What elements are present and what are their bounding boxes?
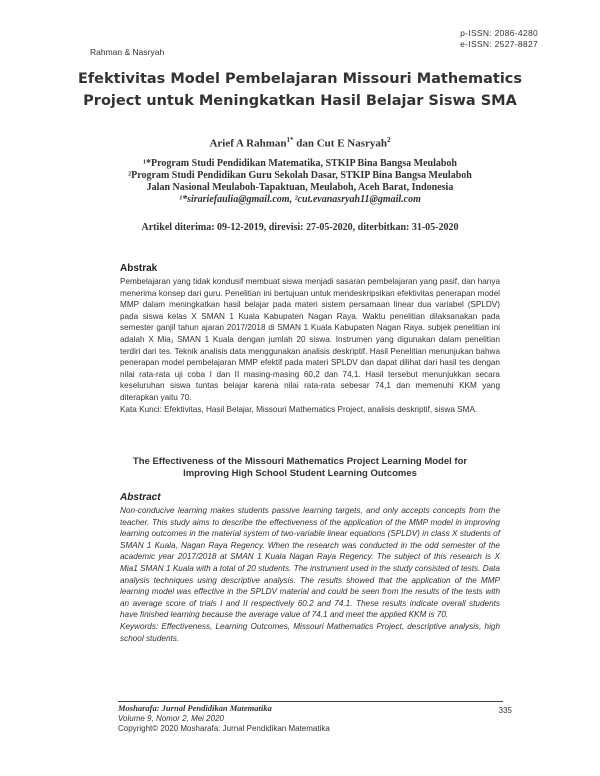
copyright: Copyright© 2020 Mosharafa: Jurnal Pendidikan Matematika xyxy=(118,724,330,733)
english-title-line-2: Improving High School Student Learning Outcomes xyxy=(183,468,417,479)
author-1: Arief A Rahman xyxy=(209,137,287,150)
title-line-1: Efektivitas Model Pembelajaran Missouri Mathematics xyxy=(77,71,523,87)
title-line-2: Project untuk Meningkatkan Hasil Belajar Siswa SMA xyxy=(83,93,517,109)
affiliation-1: ¹*Program Studi Pendidikan Matematika, STKIP Bina Bangsa Meulaboh xyxy=(143,158,457,169)
page-number: 335 xyxy=(498,706,512,715)
p-issn: p-ISSN: 2086-4280 xyxy=(460,28,538,38)
abstrak-keywords: Kata Kunci: Efektivitas, Hasil Belajar, Missouri Mathematics Project, analisis deskriptif, siswa SMA. xyxy=(120,404,478,414)
article-title xyxy=(70,68,530,112)
affiliations xyxy=(60,158,540,206)
abstrak-body: Pembelajaran yang tidak kondusif membuat siswa menjadi sasaran pembelajaran yang pasif, dan hanya menerima konsep dari guru. Penelitian ini bertujuan untuk mendeskripsikan efektivitas penerapan model MMP dalam meningkatkan hasil belajar pada materi sistem persamaan linear dua variabel (SPLDV) pada siswa kelas X SMAN 1 Kuala Kabupaten Nagan Raya. Waktu penelitian dilaksanakan pada semester ganjil tahun ajaran 2017/2018 di SMAN 1 Kuala Kabupaten Nagan Raya. subjek penelitian ini adalah X Mia₁ SMAN 1 Kuala dengan jumlah 20 siswa. Instrumen yang digunakan dalam penelitian terdiri dari tes. Teknik analisis data menggunakan analisis deskriptif. Hasil Penelitian menunjukan bahwa penerapan model pembelajaran MMP efektif pada materi SPLDV dan dapat dilihat dari hasil tes dengan nilai rata-rata uji coba I dan II masing-masing 60,2 dan 74,1. Hasil tersebut menunjukkan secara keseluruhan siswa tuntas belajar karena nilai rata-rata sebesar 74,1 dan memenuhi KKM yang diterapkan yaitu 70. xyxy=(120,277,500,402)
abstract-text xyxy=(120,505,500,644)
affiliation-2: ²Program Studi Pendidikan Guru Sekolah Dasar, STKIP Bina Bangsa Meulaboh xyxy=(128,170,472,181)
e-issn: e-ISSN: 2527-8827 xyxy=(460,39,538,49)
volume-info: Volume 9, Nomor 2, Mei 2020 xyxy=(118,713,224,723)
author-emails[interactable]: ¹*sirariefaulia@gmail.com, ²cut.evanasryah11@gmail.com xyxy=(179,194,421,205)
article-dates: Artikel diterima: 09-12-2019, direvisi: 27-05-2020, diterbitkan: 31-05-2020 xyxy=(141,222,459,233)
affiliation-address: Jalan Nasional Meulaboh-Tapaktuan, Meulaboh, Aceh Barat, Indonesia xyxy=(146,182,454,193)
author-2: dan Cut E Nasryah xyxy=(293,137,388,150)
english-title-line-1: The Effectiveness of the Missouri Mathematics Project Learning Model for xyxy=(132,456,468,467)
footer xyxy=(118,703,330,735)
abstract-body: Non-conducive learning makes students passive learning targets, and only accepts concepts from the teacher. This study aims to describe the effectiveness of the application of the MMP model in improving learning outcomes in the material system of two-variable linear equations (SPLDV) in class X students of SMAN 1 Kuala, Nagan Raya Regency. When the research was conducted in the odd semester of the academic year 2017/2018 at SMAN 1 Kuala Nagan Raya Regency. The subject of this research is X Mia1 SMAN 1 Kuala with a total of 20 students. The instrument used in the study consisted of tests. Data analysis techniques using descriptive analysis. The results showed that the application of the MMP learning model was effective in the SPLDV material and could be seen from the results of the tests with an average score of trials I and II respectively 60.2 and 74.1. These results indicate overall students have finished learning because the average value of 74.1 and meet the applied KKM is 70. xyxy=(120,506,500,620)
footer-divider xyxy=(118,701,503,702)
authors xyxy=(60,136,540,150)
journal-name: Mosharafa: Jurnal Pendidikan Matematika xyxy=(118,703,272,713)
abstract-keywords: Keywords: Effectiveness, Learning Outcomes, Missouri Mathematics Project, descriptive analysis, high school students. xyxy=(120,621,500,643)
abstrak-heading: Abstrak xyxy=(120,263,158,274)
english-title xyxy=(90,456,510,480)
abstract-heading: Abstract xyxy=(120,492,161,503)
running-head: Rahman & Nasryah xyxy=(90,47,165,57)
abstrak-text xyxy=(120,276,500,415)
author-2-sup: 2 xyxy=(387,136,391,144)
author-1-sup: 1* xyxy=(286,136,294,144)
